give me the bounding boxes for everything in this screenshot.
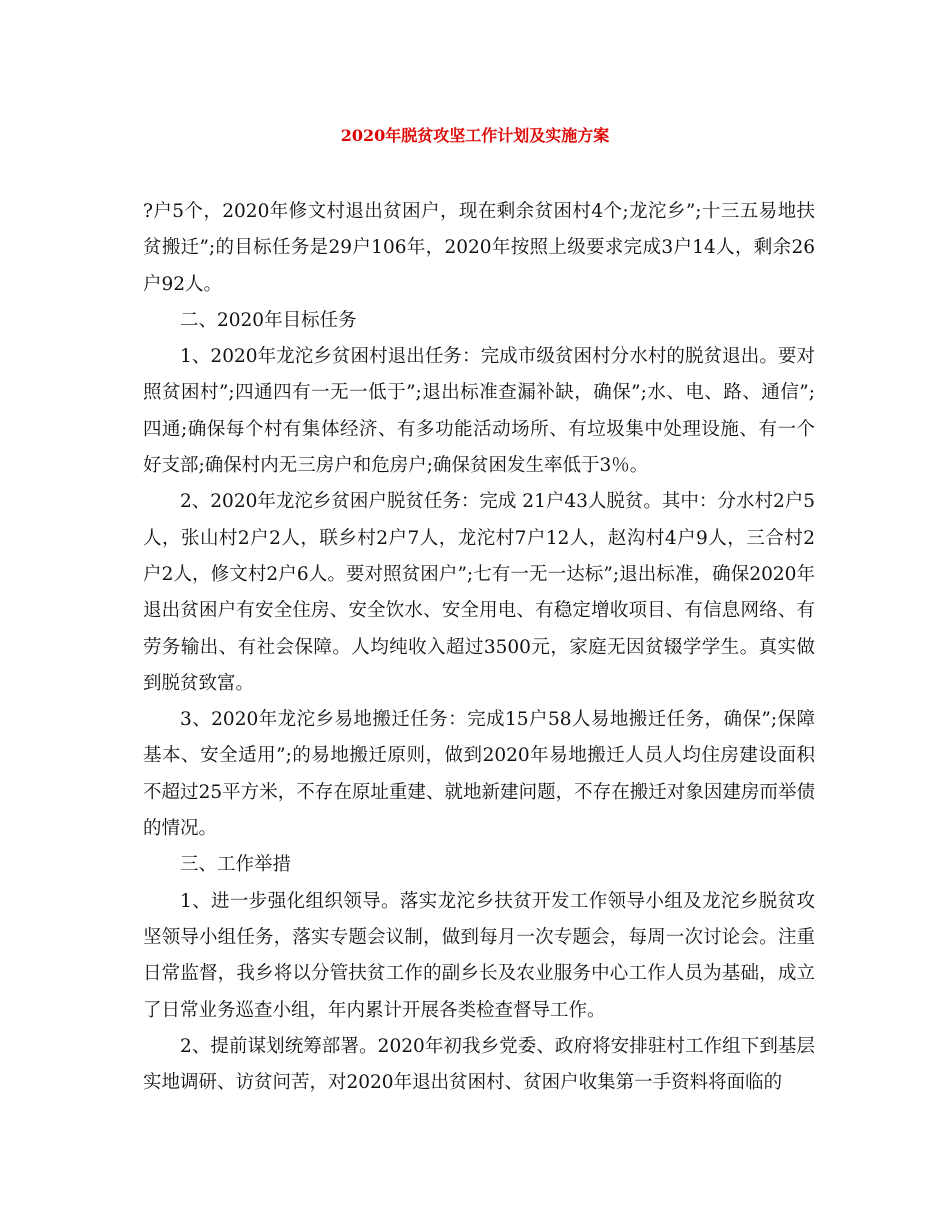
paragraph-organization-leadership: 1、进一步强化组织领导。落实龙沱乡扶贫开发工作领导小组及龙沱乡脱贫攻坚领导小组任务，落实专题会议制，做到每月一次专题会，每周一次讨论会。注重日常监督，我乡将以分管扶贫工作的副乡长及农业服务中心工作人员为基础，成立了日常业务巡查小组，年内累计开展各类检查督导工作。 <box>143 890 815 1021</box>
document-body <box>143 194 815 1101</box>
paragraph-village-exit-task: 1、2020年龙沱乡贫困村退出任务：完成市级贫困村分水村的脱贫退出。要对照贫困村”;四通四有一无一低于”;退出标准查漏补缺，确保”;水、电、路、通信”;四通;确保每个村有集体经济、有多功能活动场所、有垃圾集中处理设施、有一个好支部;确保村内无三房户和危房户;确保贫困发生率低于3％。 <box>143 346 815 477</box>
paragraph-relocation-task: 3、2020年龙沱乡易地搬迁任务：完成15户58人易地搬迁任务，确保”;保障基本、安全适用”;的易地搬迁原则，做到2020年易地搬迁人员人均住房建设面积不超过25平方米，不存在原址重建、就地新建问题，不存在搬迁对象因建房而举债的情况。 <box>143 709 815 840</box>
paragraph-poverty-summary: ?户5个，2020年修文村退出贫困户，现在剩余贫困村4个;龙沱乡”;十三五易地扶贫搬迁”;的目标任务是29户106年，2020年按照上级要求完成3户14人，剩余26户92人。 <box>143 201 815 295</box>
paragraph-household-exit-task: 2、2020年龙沱乡贫困户脱贫任务：完成 21户43人脱贫。其中：分水村2户5人，张山村2户2人，联乡村2户7人，龙沱村7户12人，赵沟村4户9人，三合村2户2人，修文村2户6人。要对照贫困户”;七有一无一达标”;退出标准，确保2020年退出贫困户有安全住房、安全饮水、安全用电、有稳定增收项目、有信息网络、有劳务输出、有社会保障。人均纯收入超过3500元，家庭无因贫辍学学生。真实做到脱贫致富。 <box>143 491 815 694</box>
section-heading-work-measures: 三、工作举措 <box>180 854 292 876</box>
paragraph-advance-planning: 2、提前谋划统筹部署。2020年初我乡党委、政府将安排驻村工作组下到基层实地调研、访贫问苦，对2020年退出贫困村、贫困户收集第一手资料将面临的 <box>143 1035 815 1094</box>
document-title: 2020年脱贫攻坚工作计划及实施方案 <box>340 126 610 145</box>
section-heading-2020-goals: 二、2020年目标任务 <box>180 309 357 331</box>
